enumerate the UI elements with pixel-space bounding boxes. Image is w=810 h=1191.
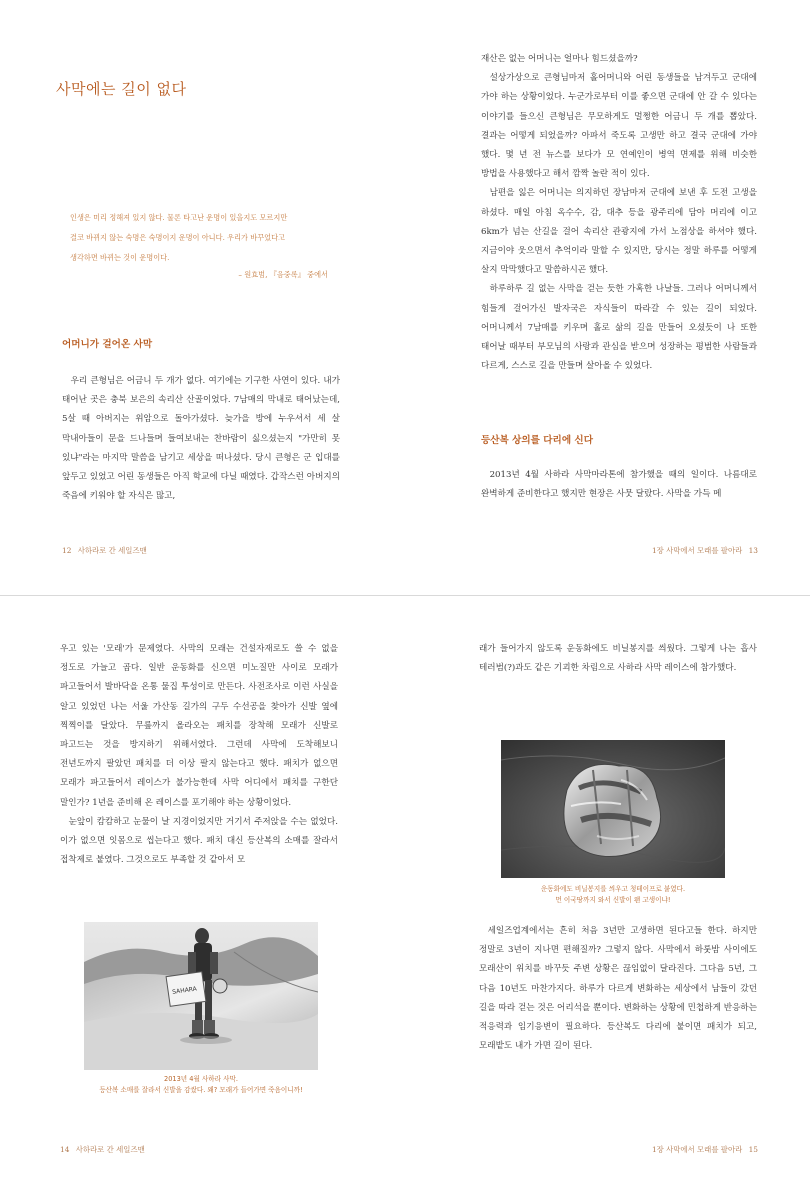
page-number: 14 (60, 1145, 70, 1154)
paragraph: 설상가상으로 큰형님마저 홀어머니와 어린 동생들을 남겨두고 군대에 가야 하는 상황이었다. 누군가로부터 이를 좋으면 군대에 안 갈 수 있다는 이야기를 들으신 큰형님은 무모하게도 멀쩡한 어금니 두 개를 뽑았다. 결과는 어떻게 되었을까? 아파서 죽도록 고생만 하고 결국 군대에 가야 했다. 몇 년 전 뉴스를 보다가 모 연예인이 병역 면제를 위해 비슷한 방법을 사용했다고 해서 깜짝 놀란 적이 있다. (481, 73, 757, 180)
folio (652, 1144, 758, 1155)
epigraph (70, 208, 328, 268)
caption-line: 먼 이국땅까지 와서 신발이 왠 고생이냐! (555, 896, 671, 904)
paragraph: 하루하루 길 없는 사막을 걷는 듯한 가혹한 나날들. 그러나 어머니께서 힘들게 걸어가신 발자국은 자식들이 따라갈 수 있는 길이 되었다. 어머니께서 7남매를 키우며 홀로 삶의 길을 만들어 오셨듯이 나 또한 태어날 때부터 부모님의 사랑과 관심을 받으며 성장하는 평범한 사람들과 다르게, 스스로 길을 만들며 살아올 수 있었다. (481, 284, 757, 372)
paragraph: 2013년 4월 사하라 사막마라톤에 참가했을 때의 일이다. 나름대로 완벽하게 준비한다고 했지만 현장은 사뭇 달랐다. 사막을 가득 메 (481, 470, 757, 500)
caption-line: 2013년 4월 사하라 사막. (164, 1075, 238, 1083)
epigraph-line: 생각하면 바뀌는 것이 운명이다. (70, 253, 170, 262)
epigraph-line: 인생은 미리 정해져 있지 않다. 물론 타고난 운명이 있을지도 모르지만 (70, 213, 288, 222)
body-text (479, 922, 757, 1056)
desert-runner-photo (84, 922, 318, 1070)
folio (652, 545, 758, 556)
paragraph: 남편을 잃은 어머니는 의지하던 장남마저 군대에 보낸 후 도전 고생을 하셨다. 매일 아침 옥수수, 감, 대추 등을 광주리에 담아 머리에 이고 6km가 넘는 산길을 걸어 속리산 관광지에 가서 노점상을 하셔야 했다. 지금이야 웃으면서 추억이라 말할 수 있지만, 당시는 정말 하루를 어떻게 살지 막막했다고 말씀하시곤 했다. (481, 188, 757, 276)
folio (60, 1144, 145, 1155)
paragraph: 우고 있는 '모래'가 문제였다. 사막의 모래는 건설자재로도 쓸 수 없을 정도로 가늘고 곱다. 일반 운동화를 신으면 미노질만 사이로 모래가 파고들어서 발바닥을 온통 물집 투성이로 만든다. 사전조사로 이런 사실을 알고 있었던 나는 서울 가산동 길가의 구두 수선공을 찾아가 신발 옆에 찍찍이를 달았다. 무릎까지 올라오는 패치를 장착해 모래가 신발로 파고드는 것을 방지하기 위해서였다. 그런데 사막에 도착해보니 전년도까지 팔았던 패치를 더 이상 팔지 않는다고 했다. 패치가 없으면 모래가 파고들어서 레이스가 불가능한데 사막 어디에서 패치를 구한단 말인가? 1년을 준비해 온 레이스를 포기해야 하는 상황이었다. (60, 644, 338, 808)
epigraph-source: – 원효범, 『음중록』 중에서 (238, 270, 328, 279)
spread-pages-12-13 (0, 0, 810, 595)
caption-line: 등산복 소매를 잘라서 신발을 감쌌다. 왜? 모래가 들어가면 죽음이니까! (99, 1086, 303, 1094)
running-title: 1장 사막에서 모래를 팔아라 (651, 546, 743, 555)
page-number: 12 (62, 546, 72, 555)
page-number: 13 (748, 546, 758, 555)
page-number: 15 (748, 1145, 758, 1154)
paragraph: 우리 큰형님은 어금니 두 개가 없다. 여기에는 기구한 사연이 있다. 내가 태어난 곳은 충북 보은의 속리산 산골이었다. 7남매의 막내로 태어났는데, 5살 때 아버지는 위암으로 돌아가셨다. 늦가을 방에 누우셔서 세 살 막내아들이 문을 드나들며 들여보내는 찬바람이 싫으셨는지 "가만히 못 있냐"라는 마지막 말씀을 남기고 세상을 떠나셨다. 당시 큰형은 군 입대를 앞두고 있었고 어린 동생들은 아직 학교에 다닐 때였다. 갑작스런 아버지의 죽음에 키워야 할 자식은 많고, (62, 376, 340, 502)
page-15 (405, 596, 810, 1191)
section-heading: 등산복 상의를 다리에 신다 (481, 435, 593, 446)
paragraph: 재산은 없는 어머니는 얼마나 힘드셨을까? (481, 54, 638, 64)
sign-text: SAHARA (171, 985, 198, 996)
paragraph: 래가 들어가지 않도록 운동화에도 비닐봉지를 씌웠다. 그렇게 나는 흡사 테러범(?)과도 같은 기괴한 차림으로 사하라 사막 레이스에 참가했다. (479, 644, 757, 674)
folio (62, 545, 147, 556)
paragraph: 눈앞이 캄캄하고 눈물이 날 지경이었지만 거기서 주저앉을 수는 없었다. 이가 없으면 잇몸으로 씹는다고 했다. 패치 대신 등산복의 소매를 잘라서 접착제로 붙였다. 그것으로도 부족할 것 같아서 모 (60, 816, 338, 866)
running-title: 1장 사막에서 모래를 팔아라 (651, 1145, 743, 1154)
running-title: 사하라로 간 세일즈맨 (75, 1145, 145, 1154)
body-text (60, 640, 338, 870)
body-text (62, 372, 340, 506)
spread-pages-14-15 (0, 596, 810, 1191)
wrapped-shoe-photo (501, 740, 725, 878)
chapter-title: 사막에는 길이 없다 (56, 80, 187, 98)
body-text (481, 50, 757, 376)
section-heading: 어머니가 걸어온 사막 (62, 339, 153, 350)
epigraph-line: 결코 바뀌지 않는 숙명은 숙명이지 운명이 아니다. 우리가 바꾸었다고 (70, 233, 285, 242)
photo-caption (60, 1074, 342, 1096)
body-text (481, 466, 757, 504)
page-13 (405, 0, 810, 595)
page-12 (0, 0, 405, 595)
page-14 (0, 596, 405, 1191)
running-title: 사하라로 간 세일즈맨 (77, 546, 147, 555)
body-text (479, 640, 757, 678)
photo-caption (481, 884, 745, 906)
caption-line: 운동화에도 비닐봉지를 씌우고 청테이프로 붙였다. (540, 885, 686, 893)
paragraph: 세일즈업계에서는 흔히 처음 3년만 고생하면 된다고들 한다. 하지만 정말로 3년이 지나면 편해질까? 그렇지 않다. 사막에서 하룻밤 사이에도 모래산이 위치를 바꾸듯 주변 상황은 끊임없이 달라진다. 그다음 5년, 그 다음 10년도 마찬가지다. 하루가 다르게 변화하는 세상에서 남들이 갔던 길을 따라 걷는 것은 어리석을 뿐이다. 변화하는 상황에 민첩하게 반응하는 적응력과 임기응변이 필요하다. 등산복도 다리에 붙이면 패치가 되고, 모래밭도 내가 가면 길이 된다. (479, 926, 757, 1052)
